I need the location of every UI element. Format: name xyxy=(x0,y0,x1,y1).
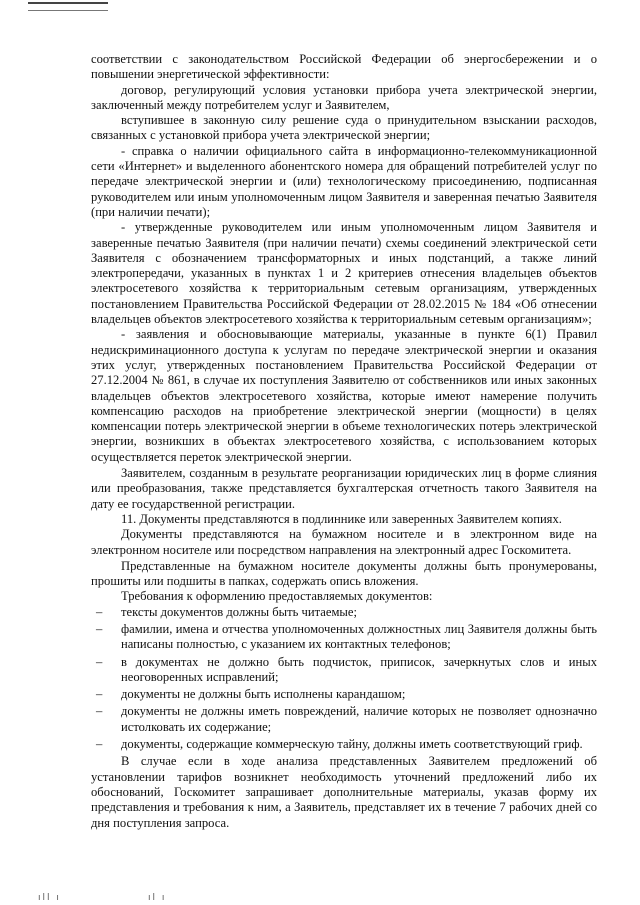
document-body xyxy=(91,52,597,831)
list-item xyxy=(91,737,597,752)
footer-scan-mark: ıl ı xyxy=(148,893,167,903)
list-item-text: фамилии, имена и отчества уполномоченных должностных лиц Заявителя должны быть написаны полностью, с указанием их контактных телефонов; xyxy=(121,621,597,652)
list-item-text: в документах не должно быть подчисток, приписок, зачеркнутых слов и иных неоговоренных исправлений; xyxy=(121,654,597,684)
list-item xyxy=(91,655,597,686)
list-item xyxy=(91,687,597,702)
dash-marker: – xyxy=(96,621,103,636)
paragraph-continuation: соответствии с законодательством Российской Федерации об энергосбережении и о повышении энергетической эффективности: xyxy=(91,52,597,82)
dash-marker: – xyxy=(96,654,103,669)
paragraph-requirements-title: Требования к оформлению предоставляемых документов: xyxy=(121,589,433,604)
paragraph-reorganization: Заявителем, созданным в результате реорганизации юридических лиц в форме слияния или преобразования, также представляется бухгалтерская отчетность такого Заявителя на дату ее государственной регистрации. xyxy=(91,466,597,511)
list-item xyxy=(91,704,597,735)
list-item xyxy=(91,605,597,620)
paragraph-paper-electronic: Документы представляются на бумажном носителе и в электронном виде на электронном носителе или посредством направления на электронный адрес Госкомитета. xyxy=(91,527,597,557)
list-item-text: документы не должны иметь повреждений, наличие которых не позволяет однозначно истолковать их содержание; xyxy=(121,704,597,734)
paragraph-numbered: Представленные на бумажном носителе документы должны быть пронумерованы, прошиты или подшиты в папках, содержать опись вложения. xyxy=(91,558,597,589)
list-item-text: документы не должны быть исполнены карандашом; xyxy=(121,687,406,702)
paragraph-network-schemes: - утвержденные руководителем или иным уполномоченным лицом Заявителя и заверенные печатью Заявителя (при наличии печати) схемы соединений электрической сети Заявителя с обозначением трансформаторных и иных подстанций, а также линий электропередачи, указанных в пунктах 1 и 2 критериев отнесения владельцев объектов электросетевого хозяйства к территориальным сетевым организациям, утвержденных постановлением Правительства Российской Федерации от 28.02.2015 № 184 «Об отнесении владельцев объектов электросетевого хозяйства к территориальным сетевым организациям»; xyxy=(91,220,597,327)
list-item-text: тексты документов должны быть читаемые; xyxy=(121,604,357,619)
paragraph-contract: договор, регулирующий условия установки прибора учета электрической энергии, заключенный между потребителем услуг и Заявителем, xyxy=(91,82,597,112)
paragraph-item-11: 11. Документы представляются в подлиннике или заверенных Заявителем копиях. xyxy=(121,511,562,526)
footer-scan-mark: ıll ı xyxy=(38,893,61,903)
list-item-text: документы, содержащие коммерческую тайну, должны иметь соответствующий гриф. xyxy=(121,737,583,752)
dash-marker: – xyxy=(96,704,103,719)
dash-marker: – xyxy=(96,687,103,702)
paragraph-applications: - заявления и обосновывающие материалы, указанные в пункте 6(1) Правил недискриминационного доступа к услугам по передаче электрической энергии и оказания этих услуг, утвержденных постановлением Правительства Российской Федерации от 27.12.2004 № 861, в случае их поступления Заявителю от собственников или иных законных владельцев объектов электросетевого хозяйства, которые имеют намерение получить компенсацию расходов на приобретение электрической энергии (мощности) в целях компенсации потерь электрической энергии в объеме технологических потерь электрической энергии, возникших в объектах электросетевого хозяйства, с использованием которых осуществляется переток электрической энергии. xyxy=(91,327,597,464)
list-item xyxy=(91,622,597,653)
paragraph-final: В случае если в ходе анализа представленных Заявителем предложений об установлении тарифов возникнет необходимость уточнений предложений либо их обоснований, Госкомитет запрашивает дополнительные материалы, указав форму их представления и требования к ним, а Заявитель, представляет их в течение 7 рабочих дней со дня поступления запроса. xyxy=(91,754,597,830)
paragraph-court-decision: вступившее в законную силу решение суда о принудительном взыскании расходов, связанных с установкой прибора учета электрической энергии; xyxy=(91,113,597,143)
paragraph-website-certificate: - справка о наличии официального сайта в информационно-телекоммуникационной сети «Интернет» и выделенного абонентского номера для обращений потребителей услуг по передаче электрической энергии и (или) технологическому присоединению, подписанная руководителем или иным уполномоченным лицом Заявителя и заверенная печатью Заявителя (при наличии печати); xyxy=(91,143,597,219)
scan-edge-mark xyxy=(28,2,108,11)
requirements-list xyxy=(91,605,597,753)
dash-marker: – xyxy=(96,737,103,752)
dash-marker: – xyxy=(96,604,103,619)
